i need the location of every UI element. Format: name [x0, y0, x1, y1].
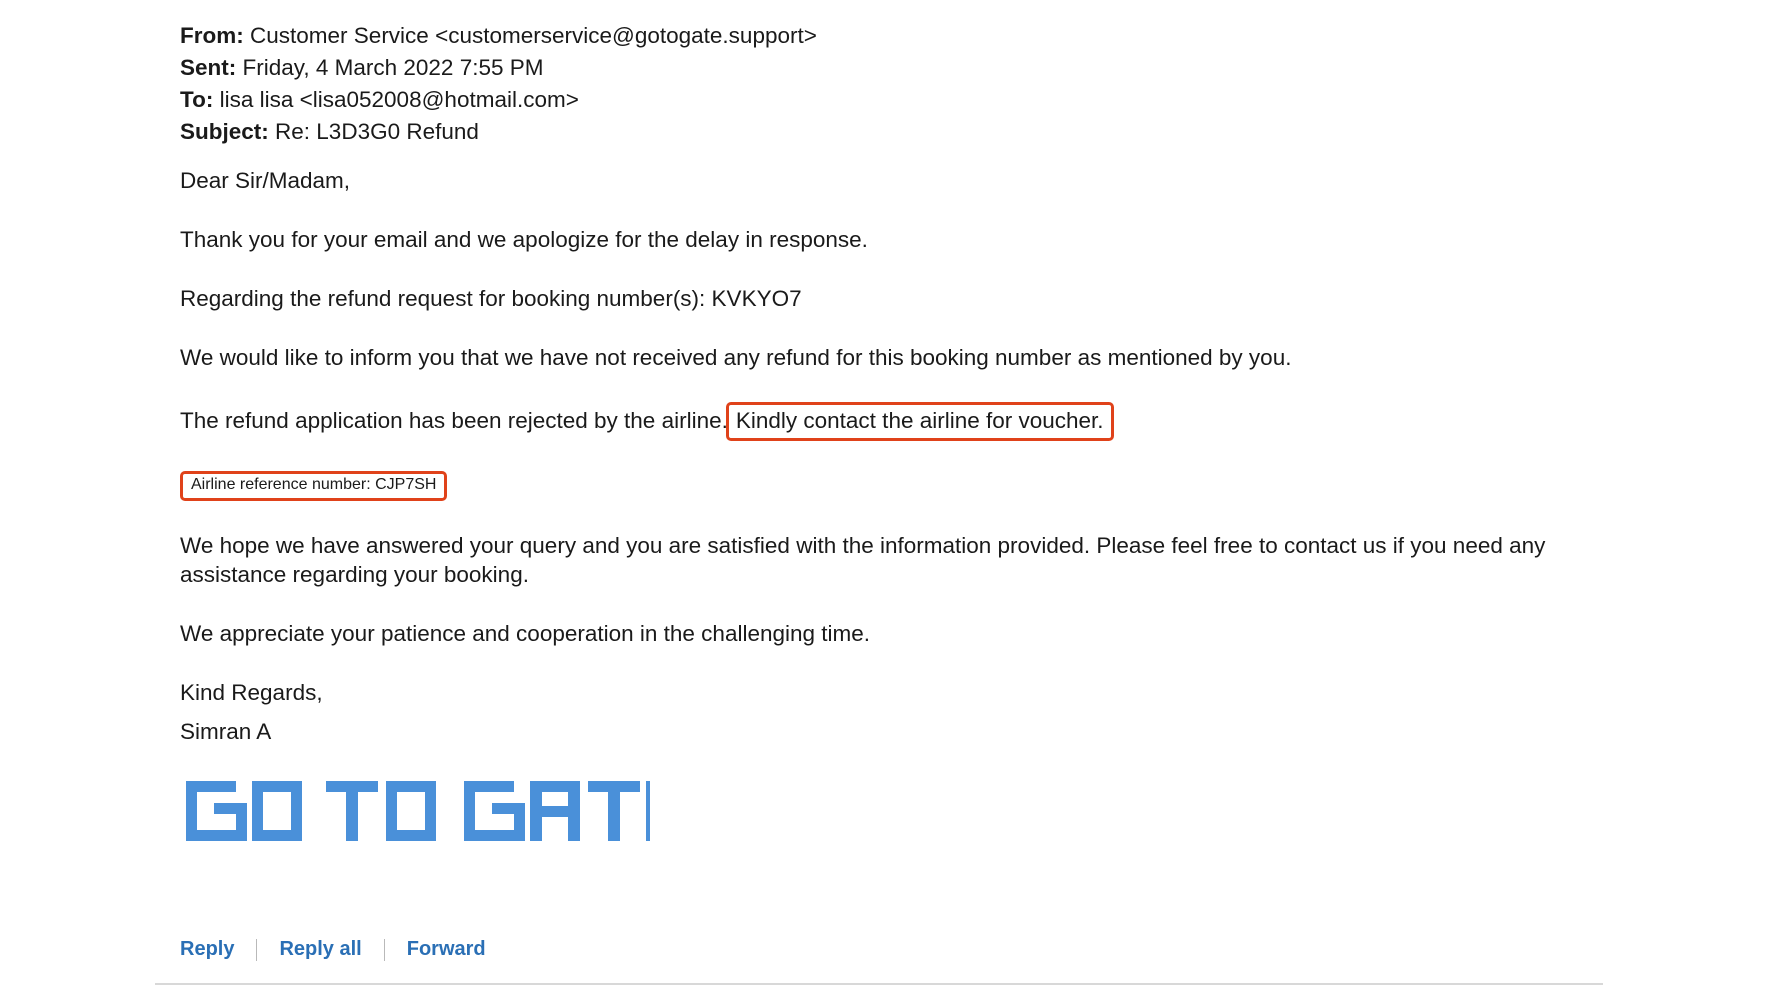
signoff-line-1: Kind Regards, — [180, 680, 323, 705]
message-actions — [180, 938, 508, 961]
from-value: Customer Service <customerservice@gotogate.support> — [250, 23, 817, 48]
paragraph-airline-reference — [180, 471, 1600, 501]
sent-value: Friday, 4 March 2022 7:55 PM — [242, 55, 544, 80]
email-headers — [180, 20, 1600, 148]
to-value: lisa lisa <lisa052008@hotmail.com> — [219, 87, 579, 112]
bottom-divider — [155, 983, 1603, 985]
reply-button[interactable]: Reply — [180, 938, 235, 960]
paragraph-no-refund-received: We would like to inform you that we have not received any refund for this booking number as mentioned by you. — [180, 345, 1292, 370]
from-label: From: — [180, 23, 244, 48]
header-sent — [180, 52, 1600, 84]
reply-all-button[interactable]: Reply all — [279, 938, 362, 960]
rejected-text: The refund application has been rejected by the airline. — [180, 408, 728, 433]
paragraph-closing-assistance: We hope we have answered your query and you are satisfied with the information provided. Please feel free to contact us if you need any assistance regarding your booking. — [180, 533, 1546, 587]
subject-label: Subject: — [180, 119, 269, 144]
to-label: To: — [180, 87, 214, 112]
highlight-airline-reference: Airline reference number: CJP7SH — [180, 471, 447, 501]
paragraph-thanks: Thank you for your email and we apologize for the delay in response. — [180, 227, 868, 252]
paragraph-appreciation: We appreciate your patience and cooperation in the challenging time. — [180, 621, 871, 646]
paragraph-booking-number: Regarding the refund request for booking number(s): KVKYO7 — [180, 286, 802, 311]
sent-label: Sent: — [180, 55, 237, 80]
subject-value: Re: L3D3G0 Refund — [275, 119, 479, 144]
forward-button[interactable]: Forward — [406, 938, 486, 960]
highlight-contact-airline: Kindly contact the airline for voucher. — [726, 402, 1114, 441]
message-content — [180, 20, 1600, 856]
paragraph-rejected — [180, 402, 1600, 441]
header-to — [180, 84, 1600, 116]
gotogate-logo — [180, 776, 1600, 846]
header-from — [180, 20, 1600, 52]
header-subject — [180, 116, 1600, 148]
greeting-text: Dear Sir/Madam, — [180, 168, 351, 193]
signoff-line-2: Simran A — [180, 719, 272, 744]
